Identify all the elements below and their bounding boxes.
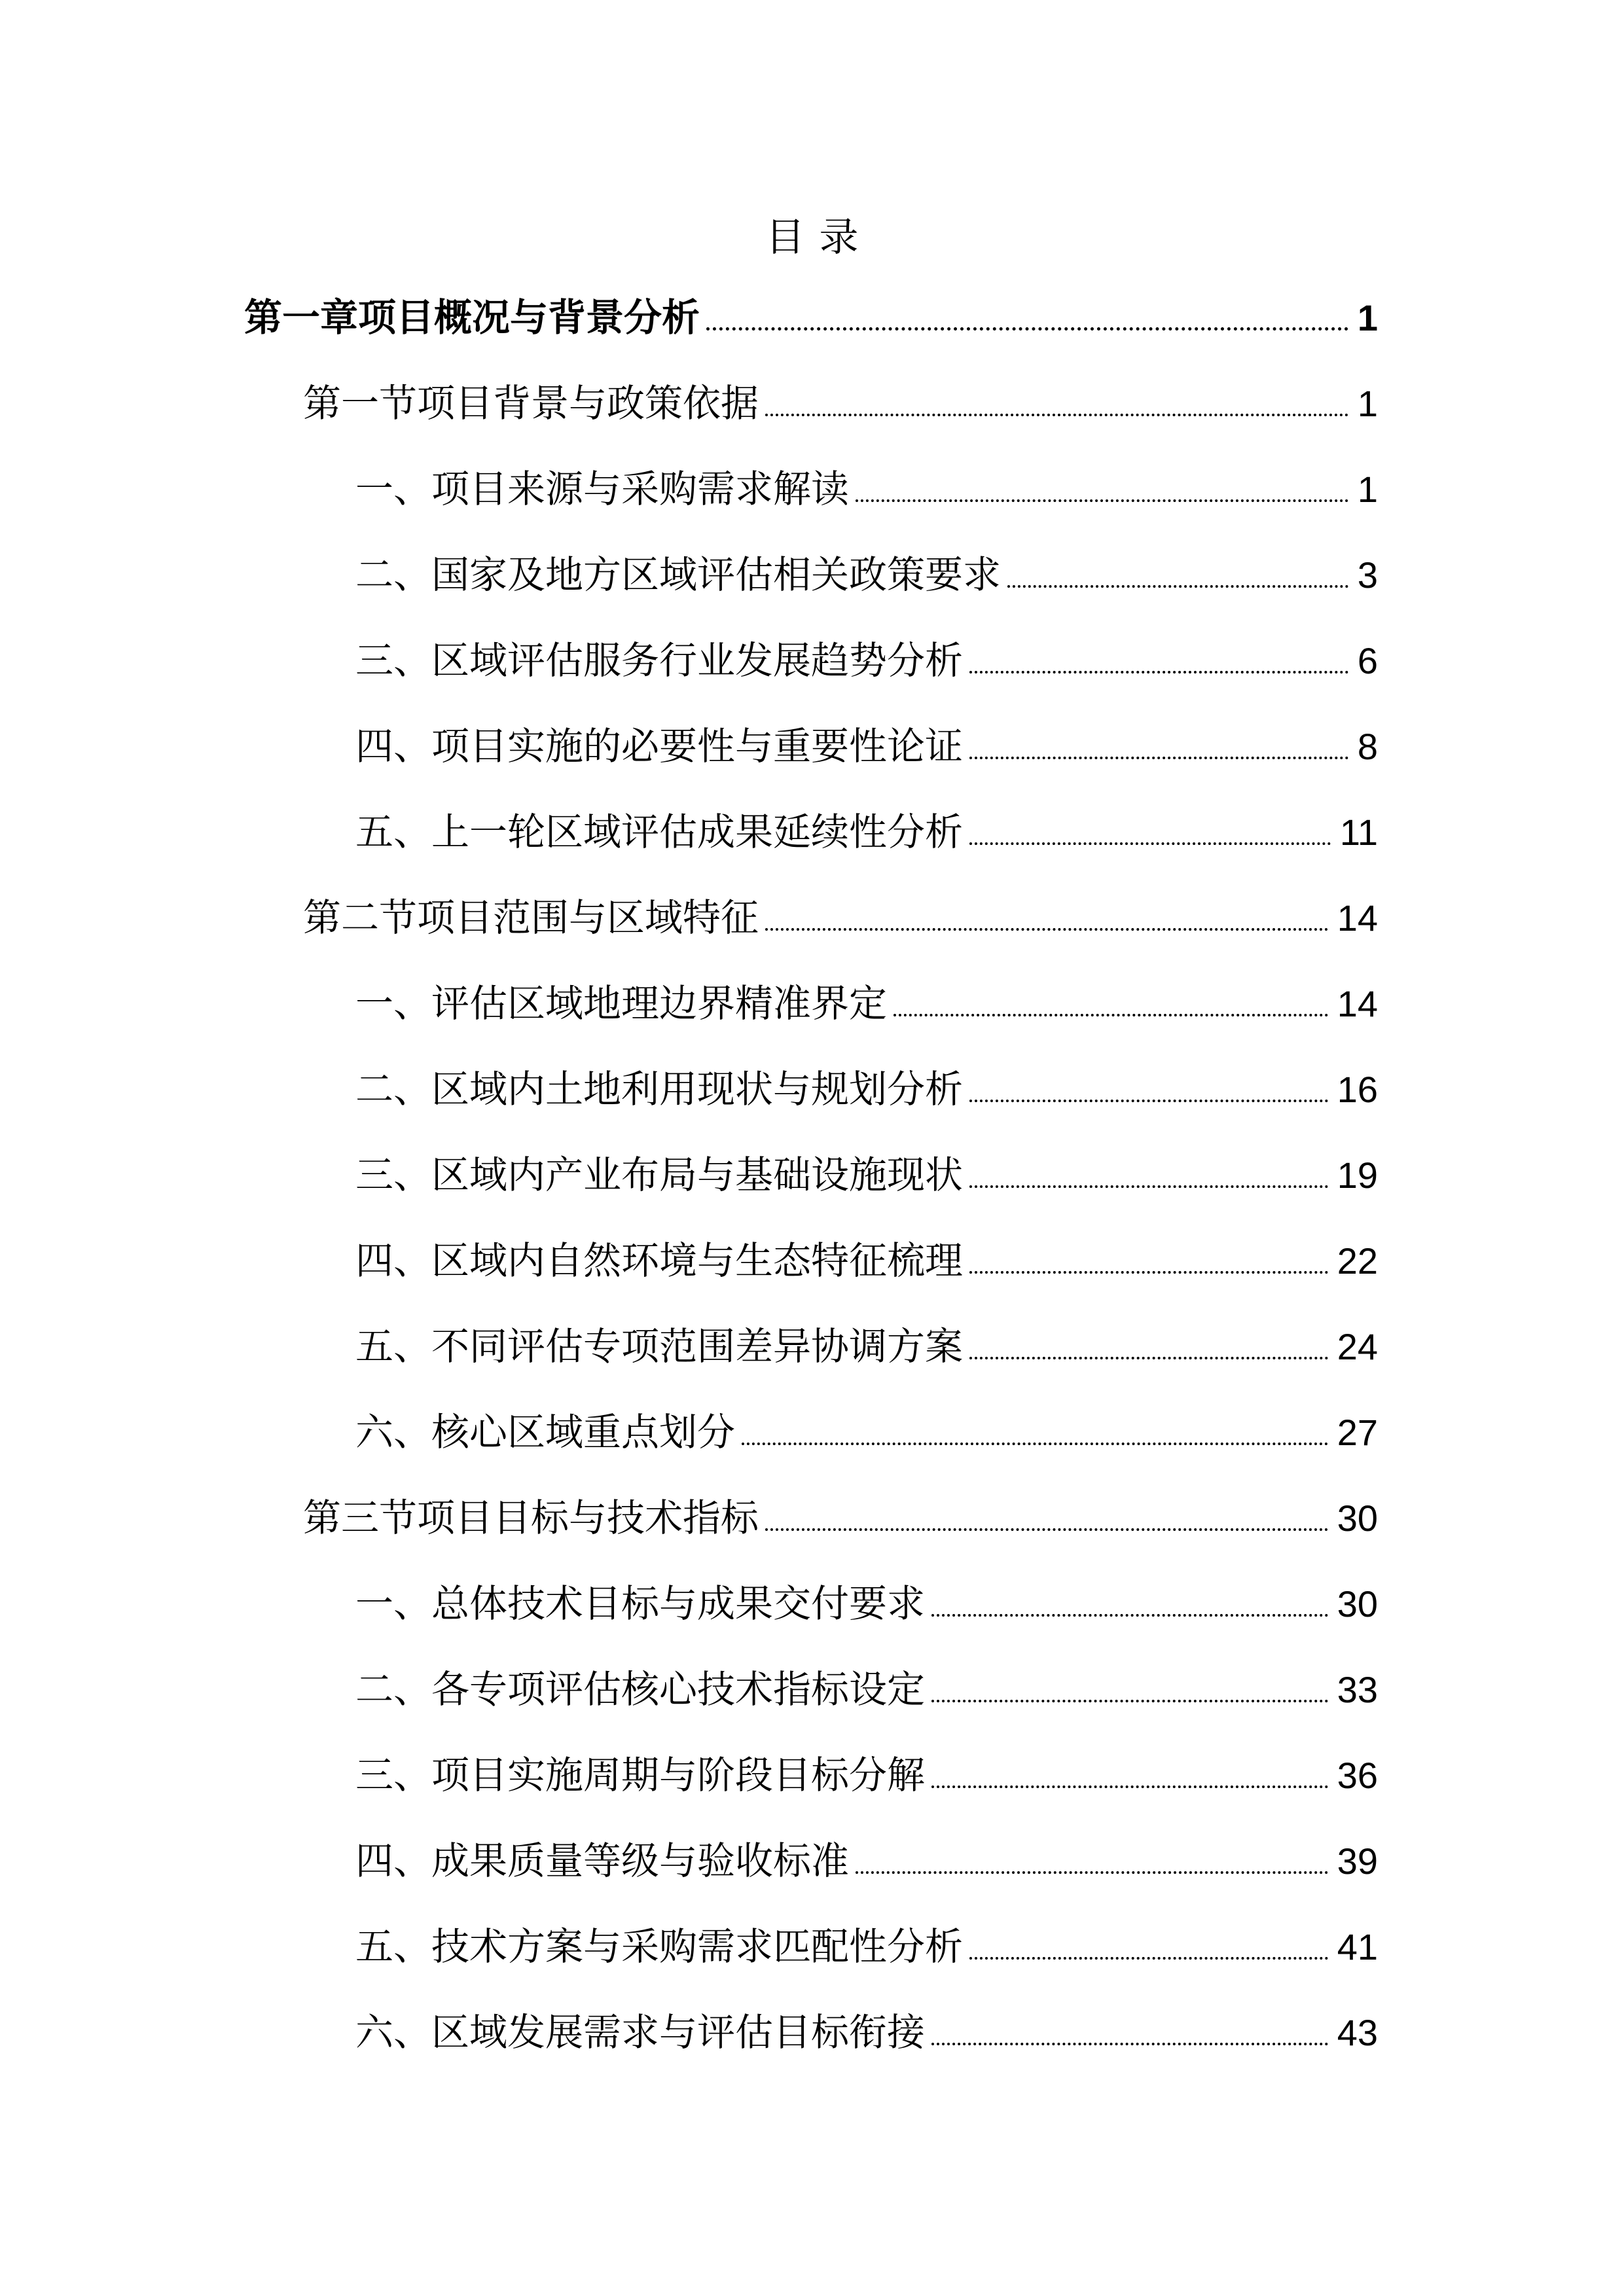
toc-entry[interactable] [0,618,1624,704]
toc-entry[interactable] [0,704,1624,789]
toc-entry-text: 三、项目实施周期与阶段目标分解 [355,1754,926,1797]
dot-leader [893,1014,1328,1016]
toc-entry-text: 一、评估区域地理边界精准界定 [355,982,888,1025]
page-number: 39 [1337,1840,1378,1882]
page-number: 14 [1337,983,1378,1024]
page-number: 1 [1357,383,1378,424]
page-number: 30 [1337,1583,1378,1624]
toc-entry[interactable] [0,446,1624,532]
toc-entry[interactable] [0,361,1624,446]
dot-leader [765,1528,1328,1531]
page-number: 6 [1357,640,1378,681]
page-number: 14 [1337,897,1378,939]
toc-entry[interactable] [0,532,1624,618]
toc-entry[interactable] [0,1304,1624,1390]
page-number: 3 [1357,554,1378,596]
toc-entry-text: 五、技术方案与采购需求匹配性分析 [355,1926,964,1968]
toc-entry-text: 第二节项目范围与区域特征 [303,897,759,939]
dot-leader [931,1614,1328,1617]
dot-leader [931,1785,1328,1788]
dot-leader [765,414,1348,416]
dot-leader [856,499,1348,502]
toc-entry[interactable] [0,1647,1624,1732]
toc-entry[interactable] [0,1732,1624,1818]
dot-leader [969,1185,1328,1188]
toc-entry[interactable] [0,1818,1624,1904]
page-number: 1 [1357,297,1378,338]
dot-leader [969,757,1348,759]
toc-entry[interactable] [0,961,1624,1047]
toc-entry-text: 第一节项目背景与政策依据 [303,382,759,425]
page-number: 36 [1337,1755,1378,1796]
dot-leader [931,2043,1328,2045]
toc-entry[interactable] [0,275,1624,361]
page-number: 33 [1337,1669,1378,1710]
page-number: 19 [1337,1155,1378,1196]
dot-leader [742,1443,1328,1445]
dot-leader [969,671,1348,673]
toc-entry-text: 四、区域内自然环境与生态特征梳理 [355,1240,964,1282]
dot-leader [1007,585,1348,588]
toc-entry-text: 六、区域发展需求与评估目标衔接 [355,2011,926,2054]
page-title: 目录 [765,216,873,259]
toc-entry[interactable] [0,1561,1624,1647]
dot-leader [931,1700,1328,1702]
toc-entry-text: 四、成果质量等级与验收标准 [355,1840,850,1882]
dot-leader [969,1357,1328,1359]
page-number: 22 [1337,1240,1378,1282]
toc-entry[interactable] [0,1132,1624,1218]
dot-leader [706,327,1348,331]
toc-entry[interactable] [0,875,1624,961]
toc-entry[interactable] [0,1218,1624,1304]
page-number: 30 [1337,1498,1378,1539]
toc-entry-text: 一、总体技术目标与成果交付要求 [355,1583,926,1625]
toc-entry-text: 三、区域内产业布局与基础设施现状 [355,1154,964,1196]
toc-entry-text: 六、核心区域重点划分 [355,1411,736,1454]
dot-leader [765,928,1328,931]
toc-entry-text: 第三节项目目标与技术指标 [303,1497,759,1539]
toc-entry[interactable] [0,1047,1624,1132]
page-number: 27 [1337,1412,1378,1453]
dot-leader [969,1271,1328,1274]
toc-entry-text: 二、国家及地方区域评估相关政策要求 [355,554,1001,596]
page-number: 41 [1337,1926,1378,1967]
page-number: 43 [1337,2012,1378,2053]
toc-entry-text: 一、项目来源与采购需求解读 [355,468,850,511]
toc-entry-text: 四、项目实施的必要性与重要性论证 [355,725,964,768]
toc-entry[interactable] [0,789,1624,875]
dot-leader [969,1100,1328,1102]
page-number: 11 [1339,812,1378,853]
page-number: 16 [1337,1069,1378,1110]
toc-entry[interactable] [0,1904,1624,1990]
dot-leader [856,1871,1328,1874]
toc-entry[interactable] [0,1990,1624,2075]
toc-list [0,275,1624,2075]
toc-entry-text: 第一章项目概况与背景分析 [244,296,700,339]
toc-entry-text: 二、区域内土地利用现状与规划分析 [355,1068,964,1111]
toc-entry-text: 五、上一轮区域评估成果延续性分析 [355,811,964,853]
toc-entry[interactable] [0,1390,1624,1475]
toc-entry-text: 三、区域评估服务行业发展趋势分析 [355,639,964,682]
page-number: 1 [1357,469,1378,510]
toc-entry-text: 二、各专项评估核心技术指标设定 [355,1668,926,1711]
page-number: 8 [1357,726,1378,767]
dot-leader [969,1957,1328,1960]
toc-entry-text: 五、不同评估专项范围差异协调方案 [355,1325,964,1368]
toc-entry[interactable] [0,1475,1624,1561]
page-number: 24 [1337,1326,1378,1367]
dot-leader [969,842,1331,845]
